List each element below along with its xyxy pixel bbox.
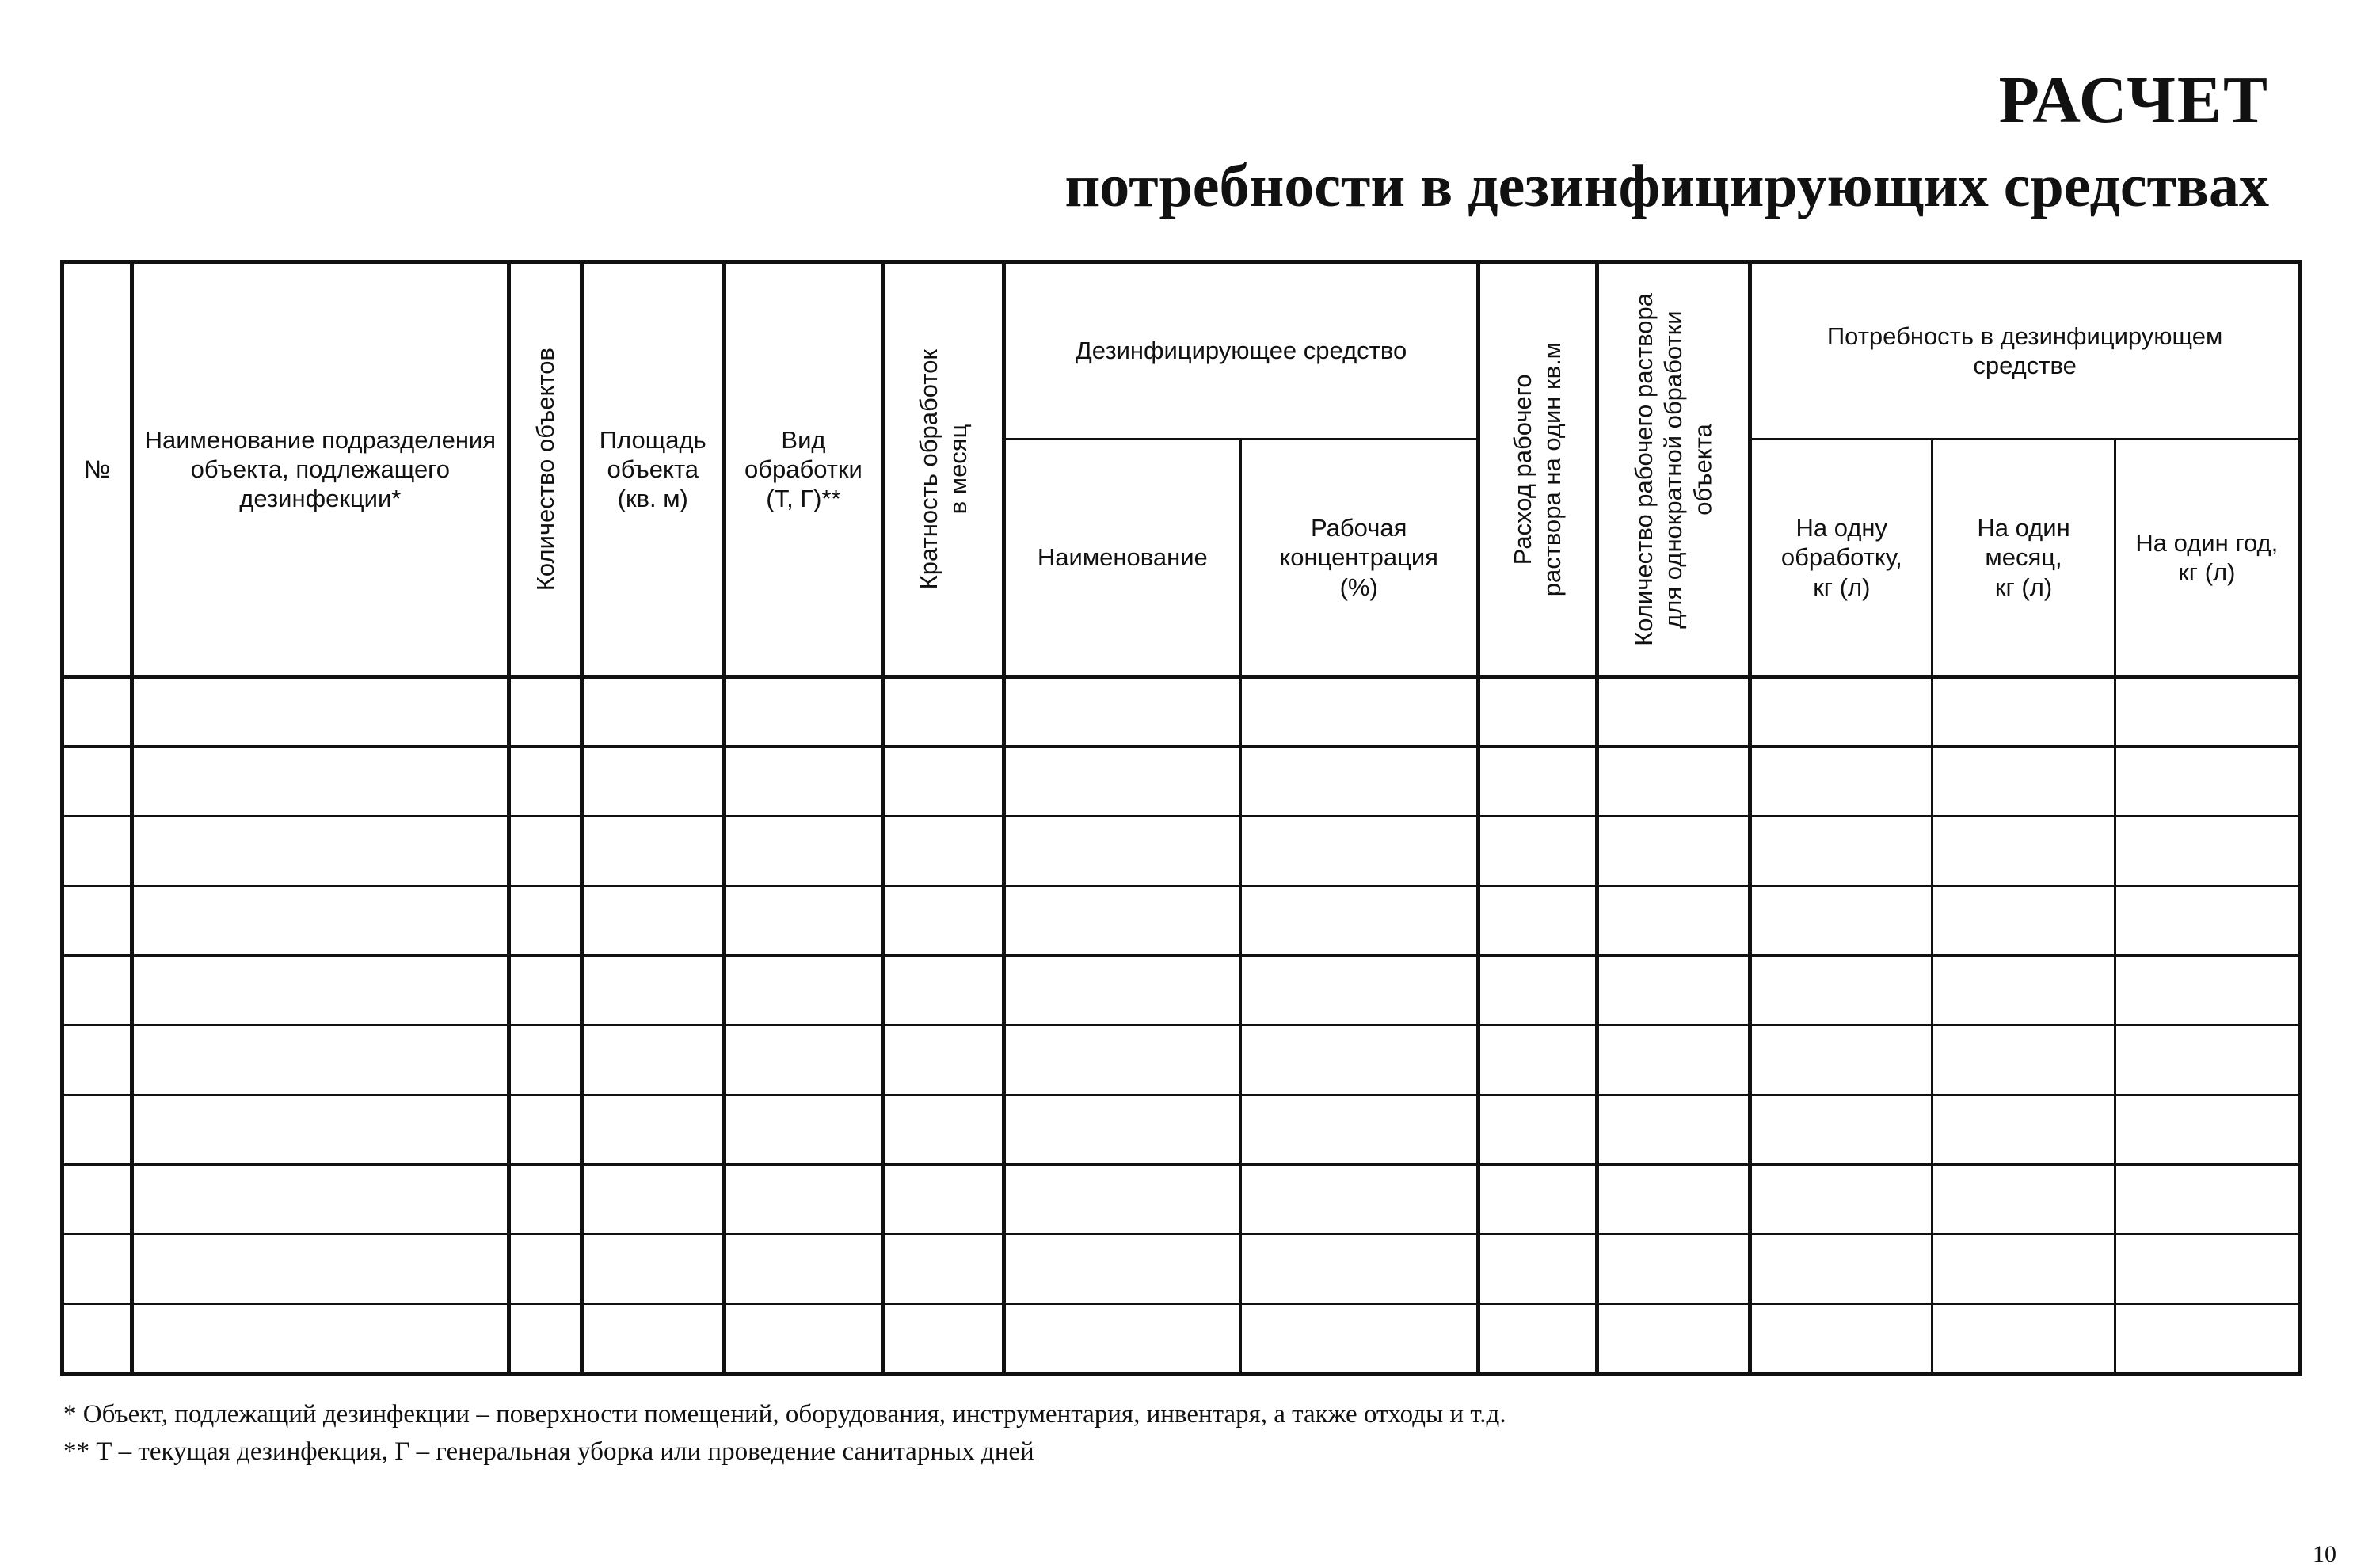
- table-cell[interactable]: [132, 886, 508, 956]
- table-cell[interactable]: [883, 886, 1004, 956]
- header-consumption-per-sqm: Расход рабочего раствора на один кв.м: [1478, 262, 1597, 677]
- header-need-per-treatment: На одну обработку, кг (л): [1750, 440, 1932, 677]
- disinfectant-calculation-table: [60, 260, 2302, 1376]
- table-cell[interactable]: [883, 747, 1004, 816]
- table-cell[interactable]: [1004, 1095, 1240, 1165]
- table-cell[interactable]: [1750, 677, 1932, 747]
- table-cell[interactable]: [1240, 1095, 1478, 1165]
- table-cell[interactable]: [581, 1165, 724, 1235]
- table-cell[interactable]: [1750, 1095, 1932, 1165]
- table-cell[interactable]: [1932, 747, 2115, 816]
- table-cell[interactable]: [1597, 1095, 1750, 1165]
- header-frequency: Кратность обработок в месяц: [883, 262, 1004, 677]
- table-cell[interactable]: [1478, 816, 1597, 886]
- header-area: Площадь объекта (кв. м): [581, 262, 724, 677]
- table-cell[interactable]: [1004, 747, 1240, 816]
- table-row: [63, 1026, 2300, 1095]
- table-cell[interactable]: [1004, 1304, 1240, 1374]
- table-cell[interactable]: [132, 956, 508, 1026]
- table-cell[interactable]: [508, 816, 581, 886]
- table-cell[interactable]: [724, 1095, 882, 1165]
- table-cell[interactable]: [724, 1235, 882, 1304]
- table-cell[interactable]: [1597, 1026, 1750, 1095]
- table-cell[interactable]: [1597, 1304, 1750, 1374]
- table-cell[interactable]: [1750, 1304, 1932, 1374]
- table-cell[interactable]: [132, 677, 508, 747]
- table-cell[interactable]: [1004, 1165, 1240, 1235]
- table-cell[interactable]: [581, 1095, 724, 1165]
- table-cell[interactable]: [1240, 1165, 1478, 1235]
- header-disinfectant-group: Дезинфицирующее средство: [1004, 262, 1479, 440]
- table-body: [63, 677, 2300, 1374]
- header-need-per-year: На один год, кг (л): [2115, 440, 2299, 677]
- table-cell[interactable]: [883, 1235, 1004, 1304]
- table-cell[interactable]: [724, 1304, 882, 1374]
- table-cell[interactable]: [1597, 677, 1750, 747]
- header-need-per-month: На один месяц, кг (л): [1932, 440, 2115, 677]
- table-cell[interactable]: [581, 816, 724, 886]
- table-cell[interactable]: [883, 1304, 1004, 1374]
- table-cell[interactable]: [1004, 886, 1240, 956]
- table-cell[interactable]: [63, 1165, 132, 1235]
- table-cell[interactable]: [724, 886, 882, 956]
- table-cell[interactable]: [63, 1026, 132, 1095]
- table-cell[interactable]: [1932, 1026, 2115, 1095]
- table-cell[interactable]: [132, 816, 508, 886]
- table-cell[interactable]: [63, 1235, 132, 1304]
- table-cell[interactable]: [1932, 677, 2115, 747]
- table-cell[interactable]: [2115, 1165, 2299, 1235]
- table-cell[interactable]: [2115, 886, 2299, 956]
- table-cell[interactable]: [1932, 1165, 2115, 1235]
- table-cell[interactable]: [1750, 1165, 1932, 1235]
- table-cell[interactable]: [2115, 747, 2299, 816]
- table-cell[interactable]: [1478, 677, 1597, 747]
- table-cell[interactable]: [508, 1026, 581, 1095]
- table-cell[interactable]: [1240, 956, 1478, 1026]
- table-cell[interactable]: [1240, 1026, 1478, 1095]
- table-cell[interactable]: [883, 677, 1004, 747]
- table-cell[interactable]: [724, 956, 882, 1026]
- table-cell[interactable]: [1478, 1304, 1597, 1374]
- header-subdivision-name: Наименование подразделения объекта, подлежащего дезинфекции*: [132, 262, 508, 677]
- table-cell[interactable]: [1597, 886, 1750, 956]
- table-row: [63, 886, 2300, 956]
- table-cell[interactable]: [1478, 956, 1597, 1026]
- table-row: [63, 1235, 2300, 1304]
- table-cell[interactable]: [1240, 747, 1478, 816]
- table-cell[interactable]: [581, 956, 724, 1026]
- table-cell[interactable]: [132, 1165, 508, 1235]
- header-number: №: [63, 262, 132, 677]
- table-cell[interactable]: [2115, 1095, 2299, 1165]
- table-cell[interactable]: [508, 1304, 581, 1374]
- table-cell[interactable]: [883, 1095, 1004, 1165]
- header-need-group: Потребность в дезинфицирующем средстве: [1750, 262, 2300, 440]
- table-row: [63, 1095, 2300, 1165]
- table-cell[interactable]: [1240, 677, 1478, 747]
- table-row: [63, 747, 2300, 816]
- table-cell[interactable]: [724, 747, 882, 816]
- table-cell[interactable]: [1750, 747, 1932, 816]
- document-subtitle: потребности в дезинфицирующих средствах: [1064, 153, 2269, 219]
- header-working-concentration: Рабочая концентрация (%): [1240, 440, 1478, 677]
- table-cell[interactable]: [2115, 1304, 2299, 1374]
- table-cell[interactable]: [1597, 747, 1750, 816]
- table-cell[interactable]: [1932, 816, 2115, 886]
- table-cell[interactable]: [2115, 677, 2299, 747]
- table-cell[interactable]: [63, 816, 132, 886]
- table-cell[interactable]: [883, 1026, 1004, 1095]
- table-cell[interactable]: [132, 1235, 508, 1304]
- table-cell[interactable]: [581, 1304, 724, 1374]
- table-cell[interactable]: [1750, 1026, 1932, 1095]
- table-cell[interactable]: [1932, 1095, 2115, 1165]
- table-cell[interactable]: [508, 1235, 581, 1304]
- footnote-object-definition: * Объект, подлежащий дезинфекции – поверхности помещений, оборудования, инструментария, инвентаря, а также отходы и т.д.: [63, 1400, 1506, 1429]
- table-cell[interactable]: [1932, 886, 2115, 956]
- table-cell[interactable]: [1240, 1304, 1478, 1374]
- table-cell[interactable]: [508, 956, 581, 1026]
- table-cell[interactable]: [1004, 956, 1240, 1026]
- table-cell[interactable]: [63, 677, 132, 747]
- table-cell[interactable]: [883, 816, 1004, 886]
- table-cell[interactable]: [581, 747, 724, 816]
- table-cell[interactable]: [508, 886, 581, 956]
- table-cell[interactable]: [1004, 816, 1240, 886]
- table-cell[interactable]: [508, 677, 581, 747]
- table-cell[interactable]: [132, 1026, 508, 1095]
- table-cell[interactable]: [1478, 747, 1597, 816]
- table-cell[interactable]: [724, 677, 882, 747]
- table-cell[interactable]: [883, 956, 1004, 1026]
- header-treatment-type: Вид обработки (Т, Г)**: [724, 262, 882, 677]
- table-cell[interactable]: [1478, 1235, 1597, 1304]
- table-cell[interactable]: [1597, 816, 1750, 886]
- table-cell[interactable]: [63, 956, 132, 1026]
- footnote-treatment-types: ** Т – текущая дезинфекция, Г – генеральная уборка или проведение санитарных дней: [63, 1437, 1034, 1466]
- table-cell[interactable]: [581, 677, 724, 747]
- table-row: [63, 816, 2300, 886]
- table-row: [63, 956, 2300, 1026]
- table-cell[interactable]: [1750, 956, 1932, 1026]
- table-row: [63, 1304, 2300, 1374]
- table-cell[interactable]: [2115, 816, 2299, 886]
- table-cell[interactable]: [1004, 1235, 1240, 1304]
- table-cell[interactable]: [581, 1026, 724, 1095]
- table-cell[interactable]: [1240, 1235, 1478, 1304]
- table-cell[interactable]: [1750, 1235, 1932, 1304]
- table-cell[interactable]: [724, 816, 882, 886]
- table-cell[interactable]: [1932, 956, 2115, 1026]
- table-cell[interactable]: [581, 886, 724, 956]
- table-cell[interactable]: [508, 747, 581, 816]
- table-cell[interactable]: [63, 1095, 132, 1165]
- table-cell[interactable]: [132, 747, 508, 816]
- table-cell[interactable]: [132, 1304, 508, 1374]
- table-cell[interactable]: [724, 1026, 882, 1095]
- table-cell[interactable]: [883, 1165, 1004, 1235]
- table-cell[interactable]: [2115, 1026, 2299, 1095]
- table-cell[interactable]: [1597, 1165, 1750, 1235]
- table-cell[interactable]: [1597, 1235, 1750, 1304]
- table-cell[interactable]: [581, 1235, 724, 1304]
- table-cell[interactable]: [1932, 1304, 2115, 1374]
- table-cell[interactable]: [63, 886, 132, 956]
- table-cell[interactable]: [1478, 1095, 1597, 1165]
- table-cell[interactable]: [1004, 1026, 1240, 1095]
- table-cell[interactable]: [132, 1095, 508, 1165]
- header-solution-quantity: Количество рабочего раствора для однократной обработки объекта: [1597, 262, 1750, 677]
- table-cell[interactable]: [508, 1095, 581, 1165]
- document-title: РАСЧЕТ: [1998, 63, 2269, 137]
- table-cell[interactable]: [724, 1165, 882, 1235]
- table-cell[interactable]: [1478, 1165, 1597, 1235]
- table-row: [63, 1165, 2300, 1235]
- table-cell[interactable]: [1240, 816, 1478, 886]
- table-cell[interactable]: [1478, 886, 1597, 956]
- table-cell[interactable]: [2115, 956, 2299, 1026]
- header-object-count: Количество объектов: [508, 262, 581, 677]
- table-cell[interactable]: [1597, 956, 1750, 1026]
- table-cell[interactable]: [1004, 677, 1240, 747]
- table-cell[interactable]: [1478, 1026, 1597, 1095]
- table-cell[interactable]: [1932, 1235, 2115, 1304]
- table-cell[interactable]: [1750, 816, 1932, 886]
- table-cell[interactable]: [508, 1165, 581, 1235]
- table-cell[interactable]: [63, 747, 132, 816]
- table-row: [63, 677, 2300, 747]
- table-cell[interactable]: [1240, 886, 1478, 956]
- table-cell[interactable]: [2115, 1235, 2299, 1304]
- header-disinfectant-name: Наименование: [1004, 440, 1240, 677]
- table-cell[interactable]: [63, 1304, 132, 1374]
- table-cell[interactable]: [1750, 886, 1932, 956]
- page-number: 10: [2313, 1541, 2336, 1567]
